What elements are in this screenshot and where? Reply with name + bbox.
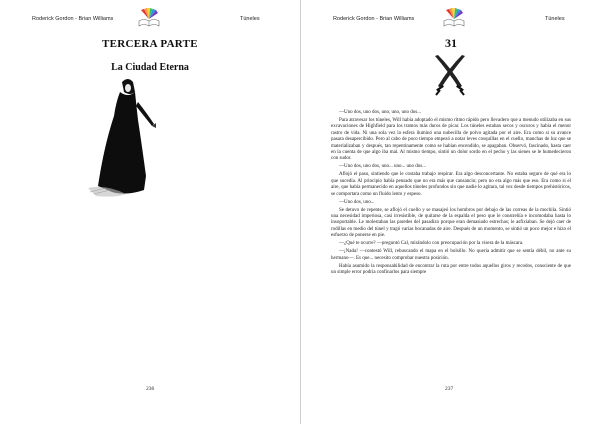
part-title: TERCERA PARTE — [102, 38, 198, 50]
paragraph: —¡Nada! —contestó Will, rebuscando el mapa en el bolsillo. No quería admitir que se sentía débil, no ante su hermano—. Es que... necesito comprobar nuestra posición. — [331, 249, 571, 261]
chapter-body-text — [331, 110, 571, 278]
paragraph: —Uno dos, uno dos, uno... uno... uno dos... — [339, 164, 426, 170]
paragraph: Aflojó el paso, sintiendo que le costaba trabajo respirar. Era algo desconcertante. No estaba seguro de qué era lo que sucedía. Al principio había pensado que no era más que cansancio; pero no era algo más que eso. Era como si el aire, que había permanecido en aquellos túneles profundos sin que nadie lo agitara, tal vez desde tiempos prehistóricos, se comportara como un fluido lento y espeso. — [331, 172, 571, 197]
paragraph: —Uno dos, uno... — [339, 199, 375, 205]
paragraph: Había asumido la responsabilidad de encontrar la ruta por entre todos aquellos giros y recodos, consciente de que un simple error podría confinarlos para siempre — [331, 263, 571, 276]
paragraph: Se detuvo de repente, se aflojó el cuello y se masajeó los hombros por debajo de las correas de la mochila. Sintió una necesidad imperiosa, casi irresistible, de quitarse de la espalda el peso que le constreñía e incomodaba hasta lo insoportable. Le molestaban las paredes del pasadizo porque eran demasiado estrechas; le asfixiaban. Se dejó caer de rodillas en medio del túnel y tragó varias bocanadas de aire. Después de un momento, se sintió un poco mejor e hizo el esfuerzo de ponerse en pie. — [331, 207, 571, 239]
chapter-number: 31 — [445, 36, 457, 50]
book-with-fan-logo-icon — [441, 7, 467, 29]
left-header-author: Roderick Gordon - Brian Williams — [32, 16, 114, 22]
left-header-title: Túneles — [240, 16, 260, 22]
hooded-figure-illustration — [86, 76, 166, 198]
left-page-number: 236 — [146, 386, 155, 392]
right-header-author: Roderick Gordon - Brian Williams — [333, 16, 415, 22]
right-page — [300, 0, 600, 424]
section-title: La Ciudad Eterna — [111, 62, 189, 73]
paragraph: —Uno dos, uno dos, uno, uno, uno dos... — [339, 110, 421, 115]
paragraph: Para atravesar los túneles, Will había adoptado el mismo ritmo rápido pero llevadero que a menudo utilizaba en sus excavaciones de Highfield para los tramos más duros de picar. Los túneles estaban secos y oscuros y había el menor rastro de vida. Ni una sola vez la esfera iluminó una nubecilla de polvo agitada por el aire. Era como si su avance pasara desapercibido. Pero al cabo de poco tiempo empezó a notar leves cosquillas en el cuello, manchas de luz que se materializaban y después, tan repentinamente como se habían encendido, se apagaban. Observó, fascinado, hasta caer en la cuenta de que algo iba mal. Al mismo tiempo, sintió un dolor sordo en el pecho y las sienes se le humedecieron con sudor. — [331, 118, 571, 162]
right-header-title: Túneles — [545, 16, 565, 22]
crossed-swords-icon — [429, 52, 471, 96]
paragraph: —¿Qué te ocurre? —preguntó Cal, mirándolo con preocupación por la visera de la máscara. — [339, 241, 524, 247]
right-page-number: 237 — [445, 386, 454, 392]
book-with-fan-logo-icon — [136, 7, 162, 29]
